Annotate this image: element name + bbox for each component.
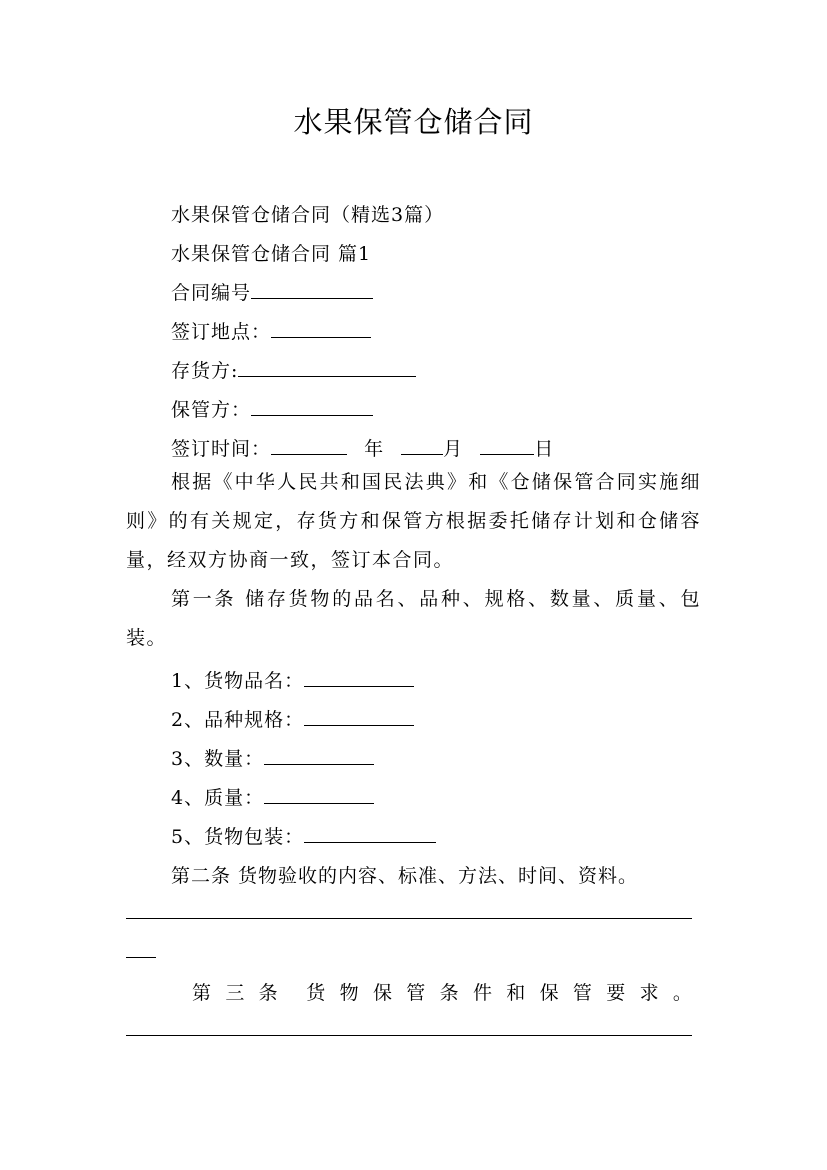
article-3-char: 货 [306,982,326,1004]
depositor-line [171,356,416,383]
item-5-blank [304,825,436,843]
item-1-line [171,666,414,693]
article-3-char: 。 [672,982,692,1004]
article-3 [192,978,692,1005]
article-3-blank-line [126,1035,692,1036]
custodian-blank [251,398,373,416]
item-4-label: 4、质量： [171,787,265,809]
contract-number-line [171,278,373,305]
article-2: 第二条 货物验收的内容、标准、方法、时间、资料。 [171,865,639,887]
part-heading: 水果保管仓储合同 篇1 [171,243,372,265]
custodian-label: 保管方： [171,399,252,421]
year-blank [271,437,347,455]
article-3-char: 条 [439,982,459,1004]
sign-time-label: 签订时间： [171,438,272,460]
article-3-char: 保 [539,982,559,1004]
article-3-char: 和 [506,982,526,1004]
item-5-line [171,822,436,849]
item-2-blank [304,708,414,726]
article-3-char: 件 [472,982,492,1004]
preamble-paragraph: 根据《中华人民共和国民法典》和《仓储保管合同实施细则》的有关规定，存货方和保管方根据委托储存计划和仓储容量，经双方协商一致，签订本合同。 [126,471,701,571]
item-3-label: 3、数量： [171,748,265,770]
article-3-char: 保 [372,982,392,1004]
sign-time-line [171,434,554,461]
year-label: 年 [364,438,385,460]
article-3-char: 求 [639,982,659,1004]
article-1: 第一条 储存货物的品名、品种、规格、数量、质量、包装。 [126,588,701,649]
document-title: 水果保管仓储合同 [293,105,534,139]
item-3-blank [264,747,374,765]
article-2-blank-line [126,918,692,919]
item-4-blank [264,786,374,804]
article-2-blank-line-end [126,957,156,958]
month-blank [401,437,443,455]
item-1-blank [304,669,414,687]
day-label: 日 [534,438,555,460]
article-3-char: 管 [406,982,426,1004]
item-2-line [171,705,414,732]
article-3-char: 第 [192,982,212,1004]
article-3-char: 物 [339,982,359,1004]
item-3-line [171,744,374,771]
article-3-char: 管 [572,982,592,1004]
article-3-char: 条 [258,982,278,1004]
contract-number-blank [251,281,373,299]
month-label: 月 [443,438,464,460]
sign-place-label: 签订地点： [171,321,272,343]
item-2-label: 2、品种规格： [171,709,305,731]
sign-place-line [171,317,371,344]
document-subtitle: 水果保管仓储合同（精选3篇） [171,204,445,226]
item-5-label: 5、货物包装： [171,826,305,848]
item-1-label: 1、货物品名： [171,670,305,692]
contract-number-label: 合同编号 [171,282,252,304]
depositor-label: 存货方: [171,360,239,382]
depositor-blank [238,359,416,377]
article-3-char: 三 [225,982,245,1004]
sign-place-blank [271,320,371,338]
article-3-char: 要 [606,982,626,1004]
custodian-line [171,395,373,422]
item-4-line [171,783,374,810]
day-blank [480,437,534,455]
